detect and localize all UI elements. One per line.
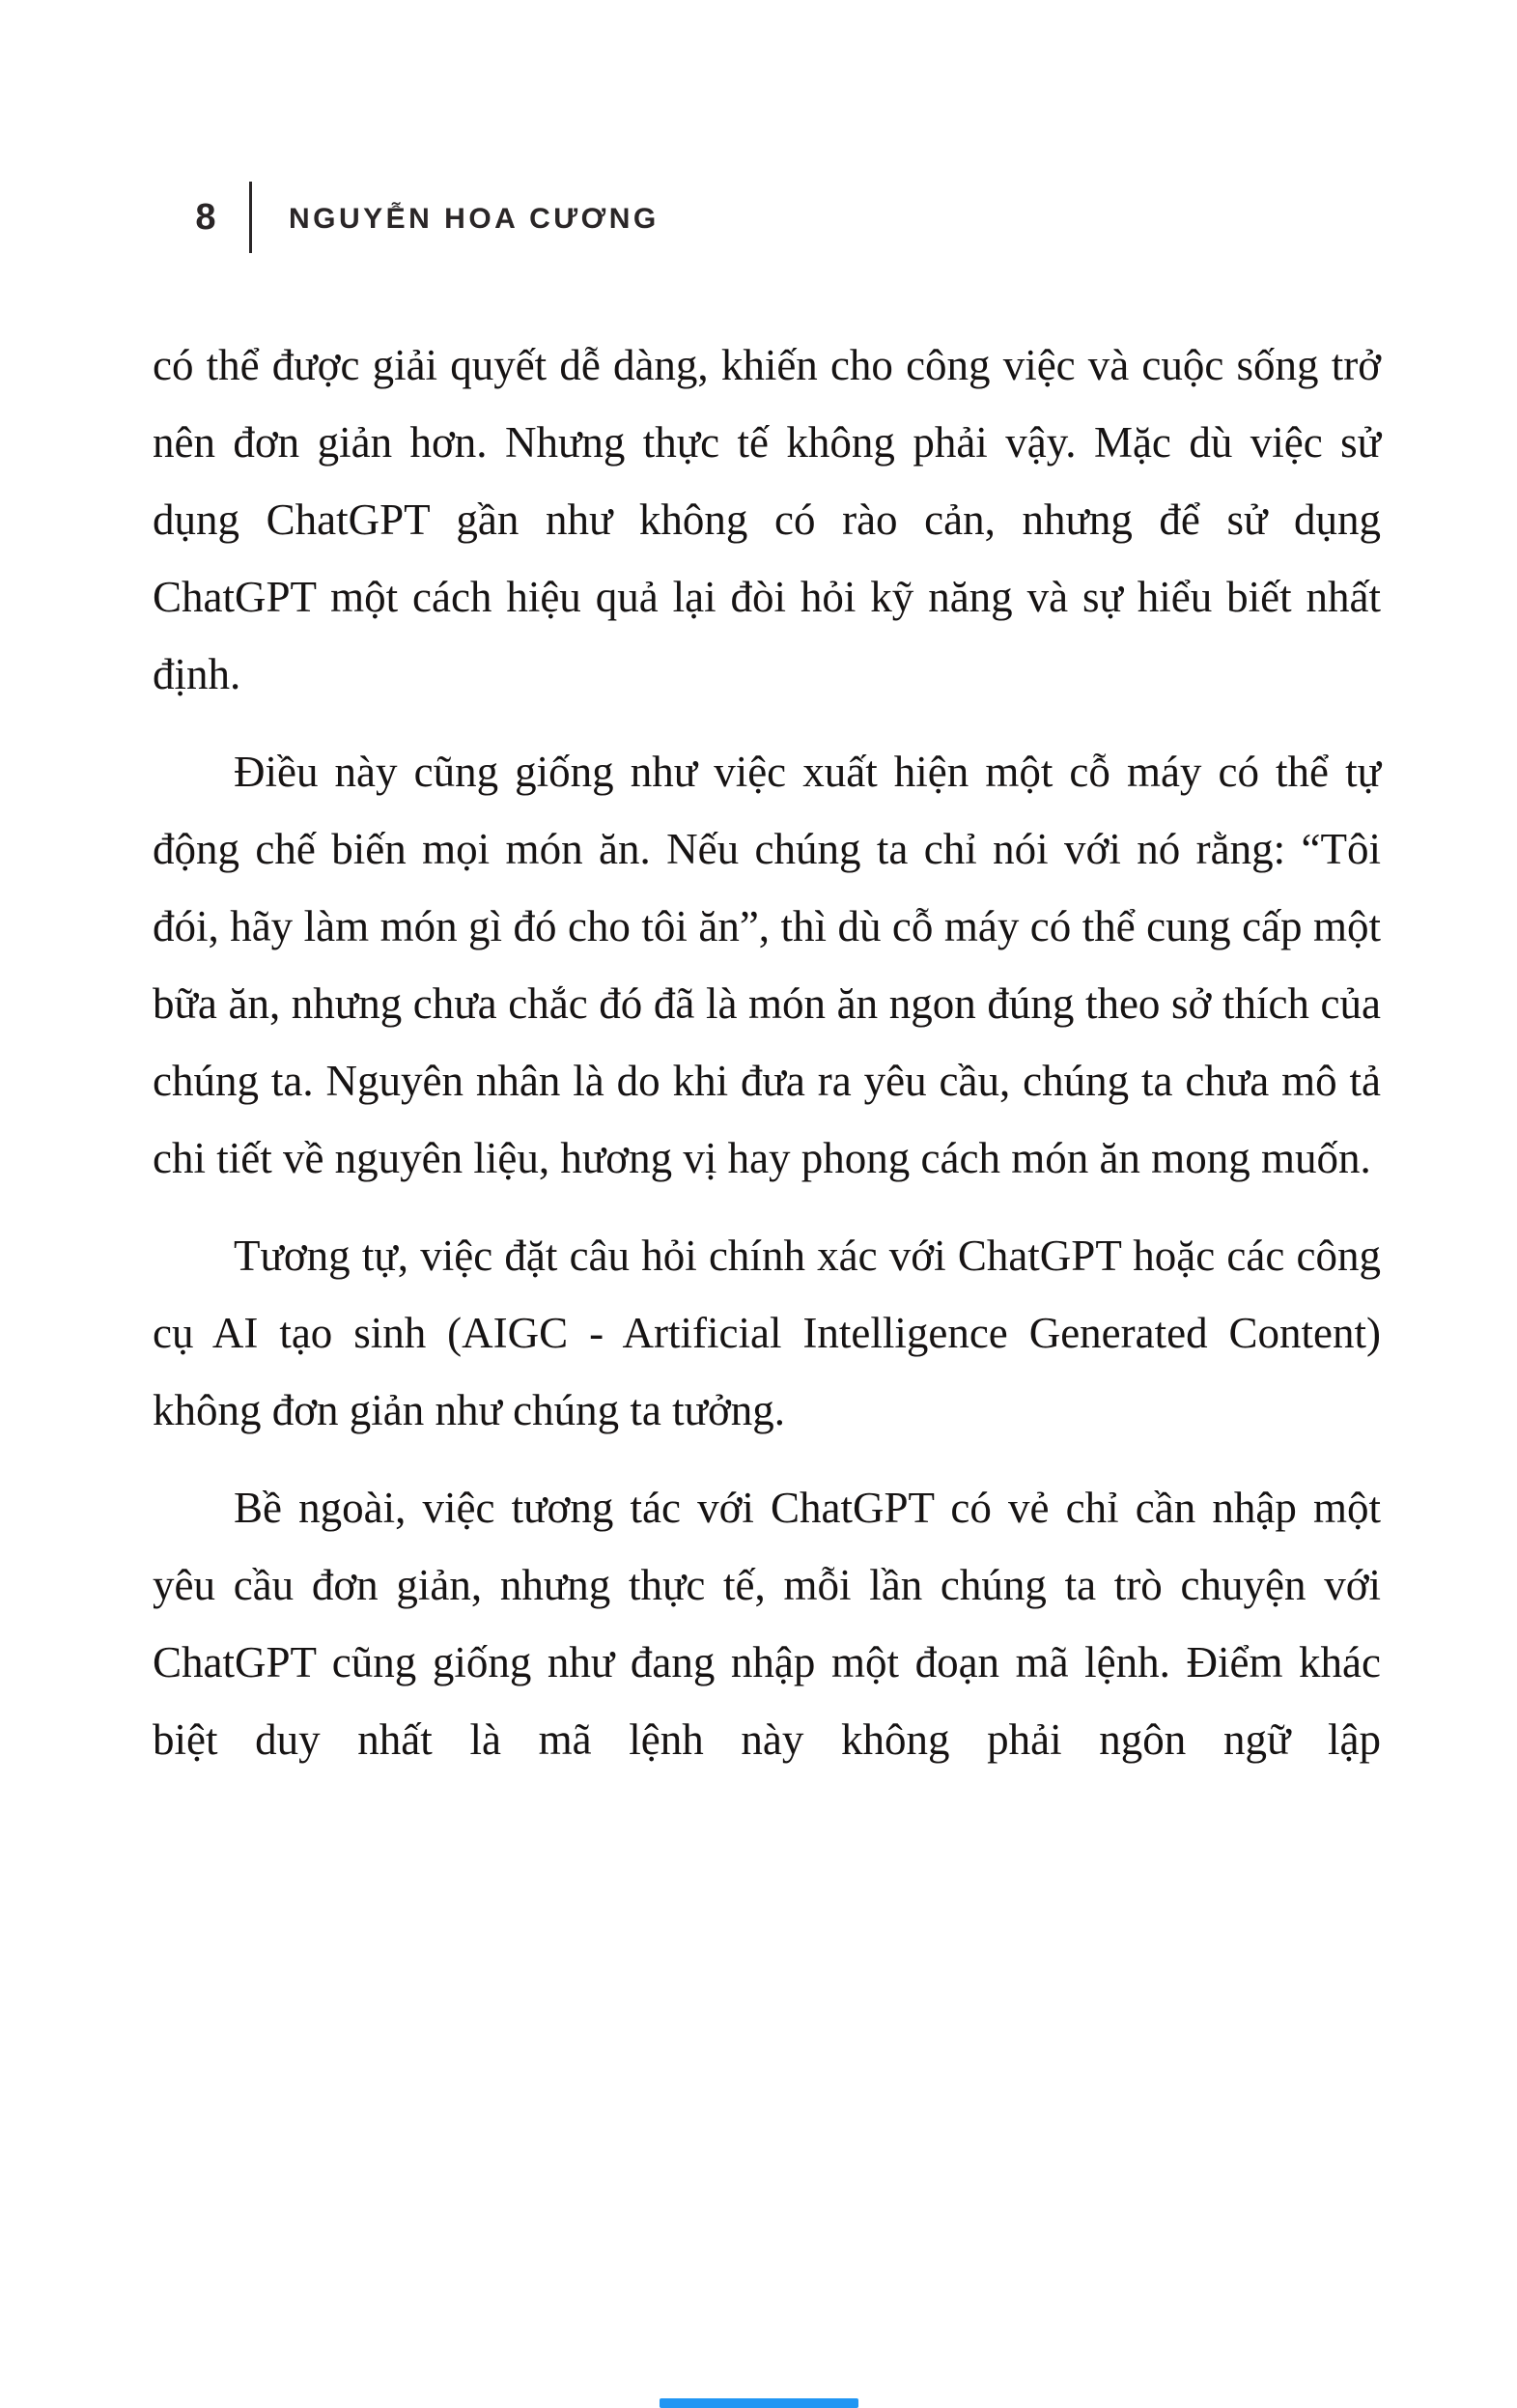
header-divider (249, 182, 252, 253)
page-number: 8 (195, 197, 216, 238)
paragraph: Điều này cũng giống như việc xuất hiện một cỗ máy có thể tự động chế biến mọi món ăn. Nếu chúng ta chỉ nói với nó rằng: “Tôi đói, hãy làm món gì đó cho tôi ăn”, thì dù cỗ máy có thể cung cấp một bữa ăn, nhưng chưa chắc đó đã là món ăn ngon đúng theo sở thích của chúng ta. Nguyên nhân là do khi đưa ra yêu cầu, chúng ta chưa mô tả chi tiết về nguyên liệu, hương vị hay phong cách món ăn mong muốn. (153, 748, 1381, 1182)
body-text (153, 326, 1381, 1799)
paragraph: có thể được giải quyết dễ dàng, khiến cho công việc và cuộc sống trở nên đơn giản hơn. Nhưng thực tế không phải vậy. Mặc dù việc sử dụng ChatGPT gần như không có rào cản, nhưng để sử dụng ChatGPT một cách hiệu quả lại đòi hỏi kỹ năng và sự hiểu biết nhất định. (153, 341, 1381, 698)
author-name: NGUYỄN HOA CƯƠNG (289, 203, 660, 235)
footer-indicator (660, 2398, 858, 2408)
paragraph: Bề ngoài, việc tương tác với ChatGPT có vẻ chỉ cần nhập một yêu cầu đơn giản, nhưng thực tế, mỗi lần chúng ta trò chuyện với ChatGPT cũng giống như đang nhập một đoạn mã lệnh. Điểm khác biệt duy nhất là mã lệnh này không phải ngôn ngữ lập (153, 1484, 1381, 1764)
paragraph: Tương tự, việc đặt câu hỏi chính xác với ChatGPT hoặc các công cụ AI tạo sinh (AIGC - Artificial Intelligence Generated Content) không đơn giản như chúng ta tưởng. (153, 1232, 1381, 1434)
running-header (189, 180, 660, 255)
